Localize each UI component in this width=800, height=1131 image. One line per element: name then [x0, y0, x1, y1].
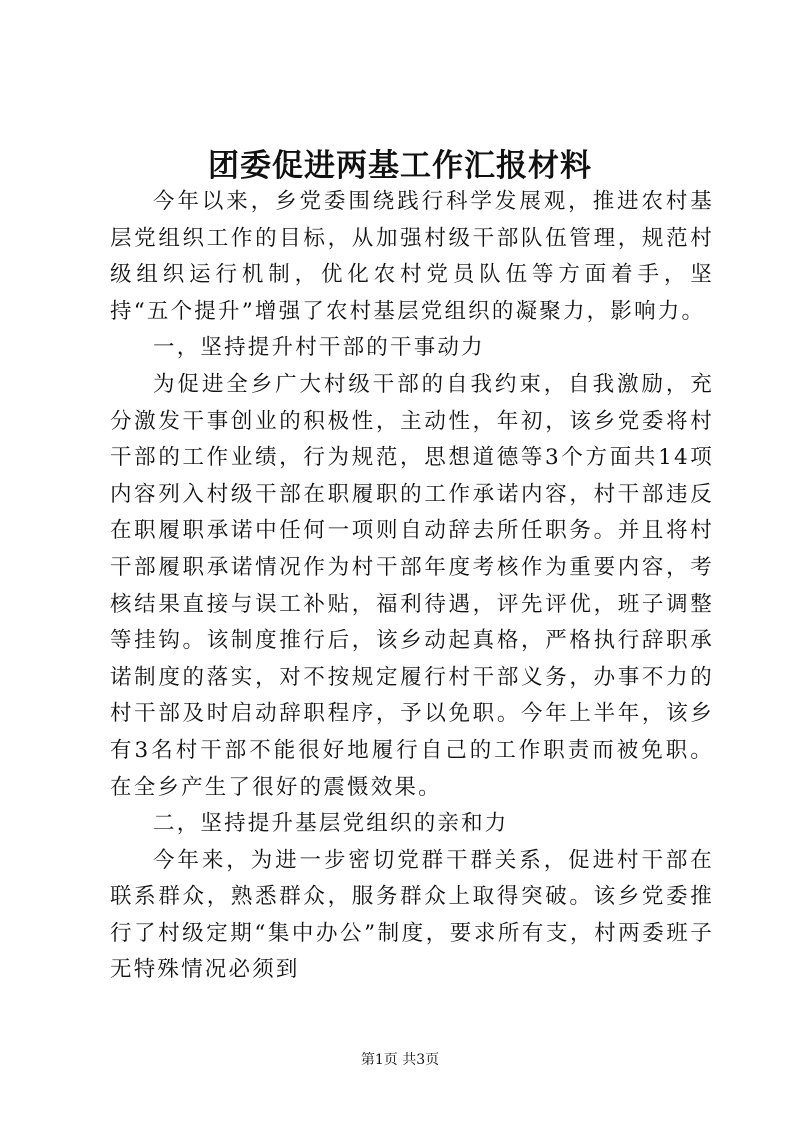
section-heading-2: 二，坚持提升基层党组织的亲和力	[153, 811, 509, 837]
section-heading-1: 一，坚持提升村干部的干事动力	[153, 335, 485, 361]
document-body	[110, 184, 714, 989]
intro-paragraph: 今年以来，乡党委围绕践行科学发展观，推进农村基层党组织工作的目标，从加强村级干部队伍管理，规范村级组织运行机制，优化农村党员队伍等方面着手，坚持“五个提升”增强了农村基层党组织的凝聚力，影响力。	[110, 189, 714, 324]
page-footer: 第1页 共3页	[360, 1052, 440, 1068]
section-1-paragraph: 为促进全乡广大村级干部的自我约束，自我激励，充分激发干事创业的积极性，主动性，年初，该乡党委将村干部的工作业绩，行为规范，思想道德等3个方面共14项内容列入村级干部在职履职的工作承诺内容，村干部违反在职履职承诺中任何一项则自动辞去所任职务。并且将村干部履职承诺情况作为村干部年度考核作为重要内容，考核结果直接与误工补贴，福利待遇，评先评优，班子调整等挂钩。该制度推行后，该乡动起真格，严格执行辞职承诺制度的落实，对不按规定履行村干部义务，办事不力的村干部及时启动辞职程序，予以免职。今年上半年，该乡有3名村干部不能很好地履行自己的工作职责而被免职。在全乡产生了很好的震慑效果。	[110, 371, 714, 800]
section-2-paragraph: 今年来，为进一步密切党群干群关系，促进村干部在联系群众，熟悉群众，服务群众上取得突破。该乡党委推行了村级定期“集中办公”制度，要求所有支，村两委班子无特殊情况必须到	[110, 847, 714, 983]
document-title: 团委促进两基工作汇报材料	[208, 148, 592, 184]
